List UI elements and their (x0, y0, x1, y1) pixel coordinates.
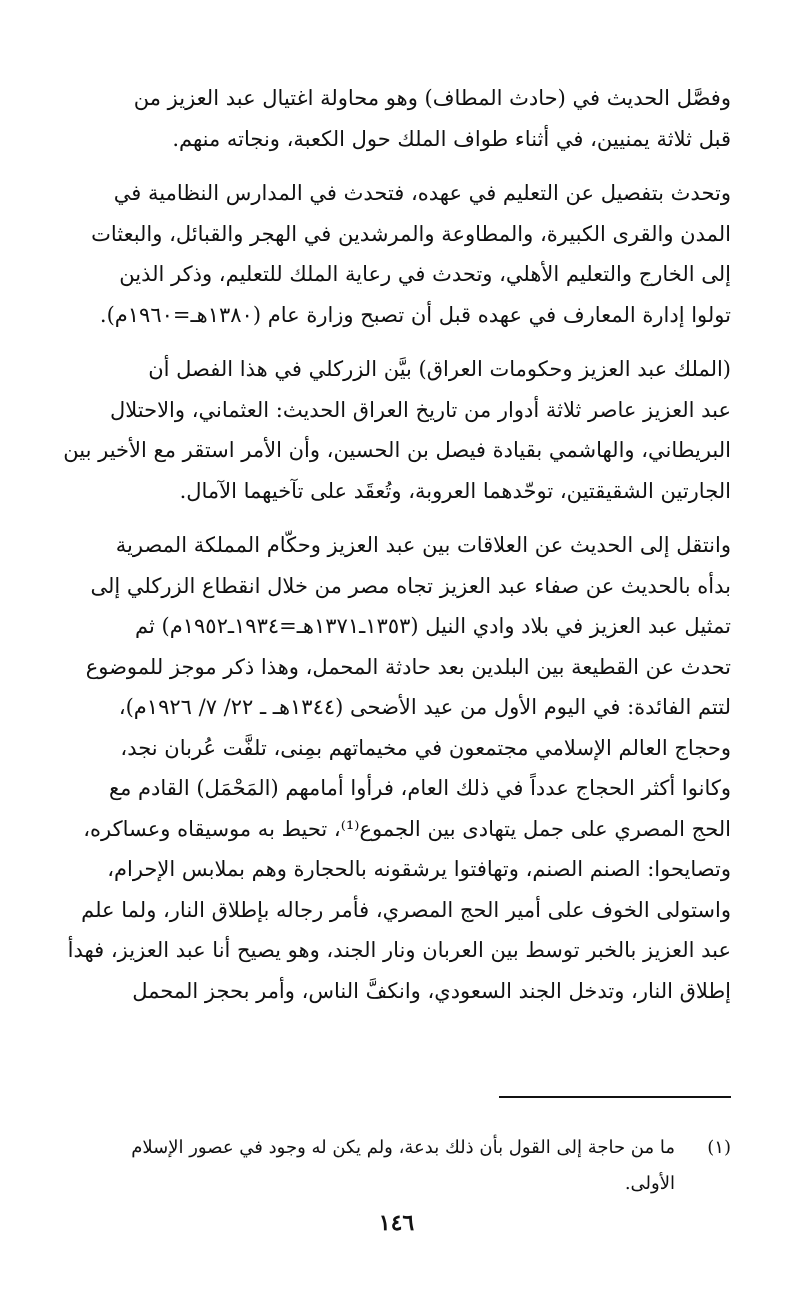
text-line: (الملك عبد العزيز وحكومات العراق) بيَّن الزركلي في هذا الفصل أن (148, 357, 731, 381)
footnote-line: ما من حاجة إلى القول بأن ذلك بدعة، ولم يكن له وجود في عصور الإسلام (131, 1137, 675, 1158)
text-line: الجارتين الشقيقتين، توحّدهما العروبة، وتُعقَد على تآخيهما الآمال. (179, 478, 731, 503)
text-line: إلى الخارج والتعليم الأهلي، وتحدث في رعاية الملك للتعليم، وذكر الذين (119, 262, 731, 286)
body-text (42, 78, 731, 1011)
text-line: لتتم الفائدة: في اليوم الأول من عيد الأضحى (١٣٤٤هـ ـ ٢٢/ ٧/ ١٩٢٦م)، (118, 695, 731, 719)
text-line: قبل ثلاثة يمنيين، في أثناء طواف الملك حول الكعبة، ونجاته منهم. (172, 126, 731, 151)
text-line: بدأه بالحديث عن صفاء عبد العزيز تجاه مصر من خلال انقطاع الزركلي إلى (90, 573, 731, 598)
text-line: وفصَّل الحديث في (حادث المطاف) وهو محاولة اغتيال عبد العزيز من (133, 86, 731, 110)
paragraph-4 (42, 525, 731, 1011)
text-line: عبد العزيز بالخبر توسط بين العربان ونار الجند، وهو يصيح أنا عبد العزيز، فهدأ (67, 938, 731, 962)
text-line: المدن والقرى الكبيرة، والمطاوعة والمرشدين في الهجر والقبائل، والبعثات (91, 221, 731, 246)
paragraph-3 (42, 349, 731, 511)
text-line: وكانوا أكثر الحجاج عدداً في ذلك العام، فرأوا أمامهم (المَحْمَل) القادم مع (108, 776, 731, 800)
text-line: واستولى الخوف على أمير الحج المصري، فأمر رجاله بإطلاق النار، ولما علم (81, 897, 731, 922)
text-line: وتحدث بتفصيل عن التعليم في عهده، فتحدث في المدارس النظامية في (113, 181, 731, 205)
footnote-marker: (١) (707, 1137, 731, 1158)
footnote (48, 1130, 731, 1202)
text-line: البريطاني، والهاشمي بقيادة فيصل بن الحسين، وأن الأمر استقر مع الأخير بين (63, 438, 731, 462)
text-line: تولوا إدارة المعارف في عهده قبل أن تصبح وزارة عام (١٣٨٠هـ=١٩٦٠م). (99, 302, 731, 327)
footnote-text (48, 1130, 675, 1202)
page-number: ١٤٦ (378, 1210, 415, 1236)
text-line: وحجاج العالم الإسلامي مجتمعون في مخيماتهم بمِنى، تلفَّت عُربان نجد، (120, 735, 731, 760)
text-line: عبد العزيز عاصر ثلاثة أدوار من تاريخ العراق الحديث: العثماني، والاحتلال (109, 397, 731, 422)
text-line: الحج المصري على جمل يتهادى بين الجموع⁽¹⁾، تحيط به موسيقاه وعساكره، (83, 816, 731, 841)
footnote-line: الأولى. (624, 1173, 675, 1194)
text-line: تمثيل عبد العزيز في بلاد وادي النيل (١٣٥٣ـ١٣٧١هـ=١٩٣٤ـ١٩٥٢م) ثم (135, 614, 731, 638)
text-line: إطلاق النار، وتدخل الجند السعودي، وانكفَّ الناس، وأمر بحجز المحمل (132, 978, 731, 1003)
paragraph-1 (42, 78, 731, 159)
footnote-divider (499, 1096, 731, 1098)
text-line: وانتقل إلى الحديث عن العلاقات بين عبد العزيز وحكّام المملكة المصرية (115, 533, 731, 557)
paragraph-2 (42, 173, 731, 335)
text-line: وتصايحوا: الصنم الصنم، وتهافتوا يرشقونه بالحجارة وهم بملابس الإحرام، (107, 857, 731, 881)
text-line: تحدث عن القطيعة بين البلدين بعد حادثة المحمل، وهذا ذكر موجز للموضوع (85, 654, 731, 679)
